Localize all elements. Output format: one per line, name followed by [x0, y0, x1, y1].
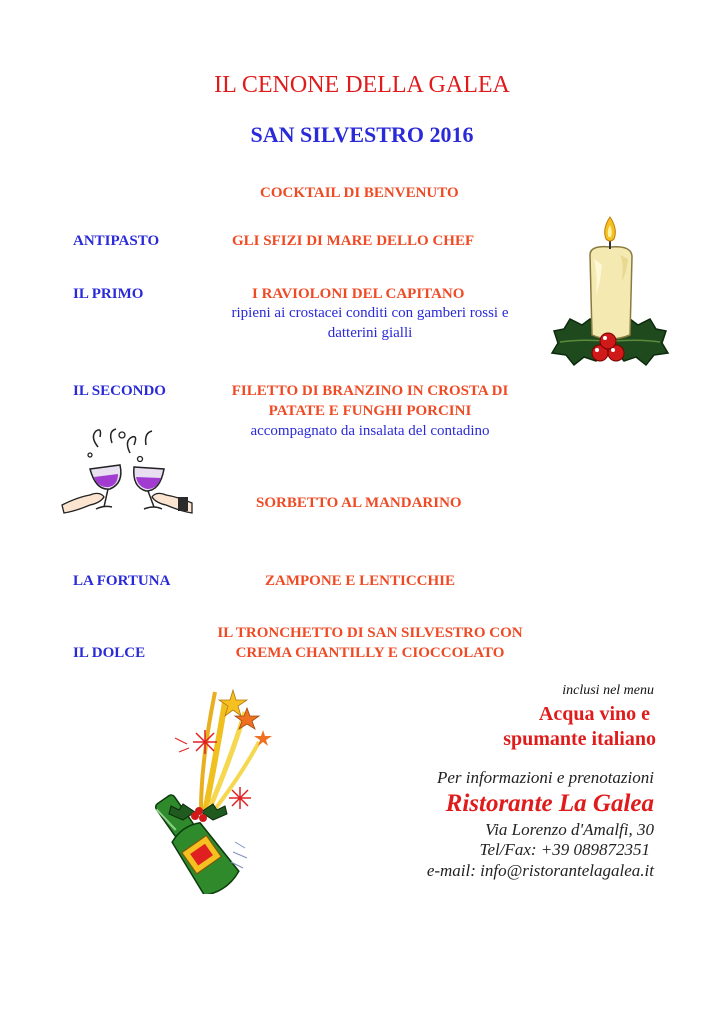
included-line1: Acqua vino e: [538, 703, 650, 725]
contact-address: Via Lorenzo d'Amalfi, 30: [485, 820, 654, 839]
dish-sorbetto: SORBETTO AL MANDARINO: [256, 495, 462, 511]
contact-email: e-mail: info@ristorantelagalea.it: [426, 861, 654, 880]
dish-primo: I RAVIOLONI DEL CAPITANO: [252, 286, 465, 302]
desc-primo-2: datterini gialli: [327, 325, 413, 341]
welcome-cocktail: COCKTAIL DI BENVENUTO: [260, 185, 459, 201]
champagne-bottle-icon: [135, 672, 280, 894]
included-note: inclusi nel menu: [562, 683, 654, 698]
contact-info: Per informazioni e prenotazioni: [436, 768, 654, 787]
toasting-glasses-icon: [60, 425, 195, 520]
dish-fortuna: ZAMPONE E LENTICCHIE: [265, 573, 456, 589]
dish-antipasto: GLI SFIZI DI MARE DELLO CHEF: [232, 233, 475, 249]
course-fortuna: LA FORTUNA: [73, 573, 171, 589]
dish-dolce-2: CREMA CHANTILLY E CIOCCOLATO: [235, 645, 505, 661]
dish-secondo-2: PATATE E FUNGHI PORCINI: [268, 403, 472, 419]
desc-secondo: accompagnato da insalata del contadino: [250, 423, 490, 439]
page-title: IL CENONE DELLA GALEA: [214, 72, 510, 98]
course-primo: IL PRIMO: [73, 286, 144, 302]
desc-primo-1: ripieni ai crostacei conditi con gamberi rossi e: [231, 305, 509, 321]
restaurant-name: Ristorante La Galea: [445, 790, 654, 817]
page-subtitle: SAN SILVESTRO 2016: [250, 122, 474, 147]
contact-phone: Tel/Fax: +39 089872351: [479, 840, 650, 859]
included-line2: spumante italiano: [503, 728, 656, 750]
course-secondo: IL SECONDO: [73, 383, 166, 399]
candle-holly-icon: [550, 215, 670, 370]
dish-secondo-1: FILETTO DI BRANZINO IN CROSTA DI: [231, 383, 509, 399]
dish-dolce-1: IL TRONCHETTO DI SAN SILVESTRO CON: [217, 625, 523, 641]
course-antipasto: ANTIPASTO: [73, 233, 160, 249]
course-dolce: IL DOLCE: [73, 645, 146, 661]
